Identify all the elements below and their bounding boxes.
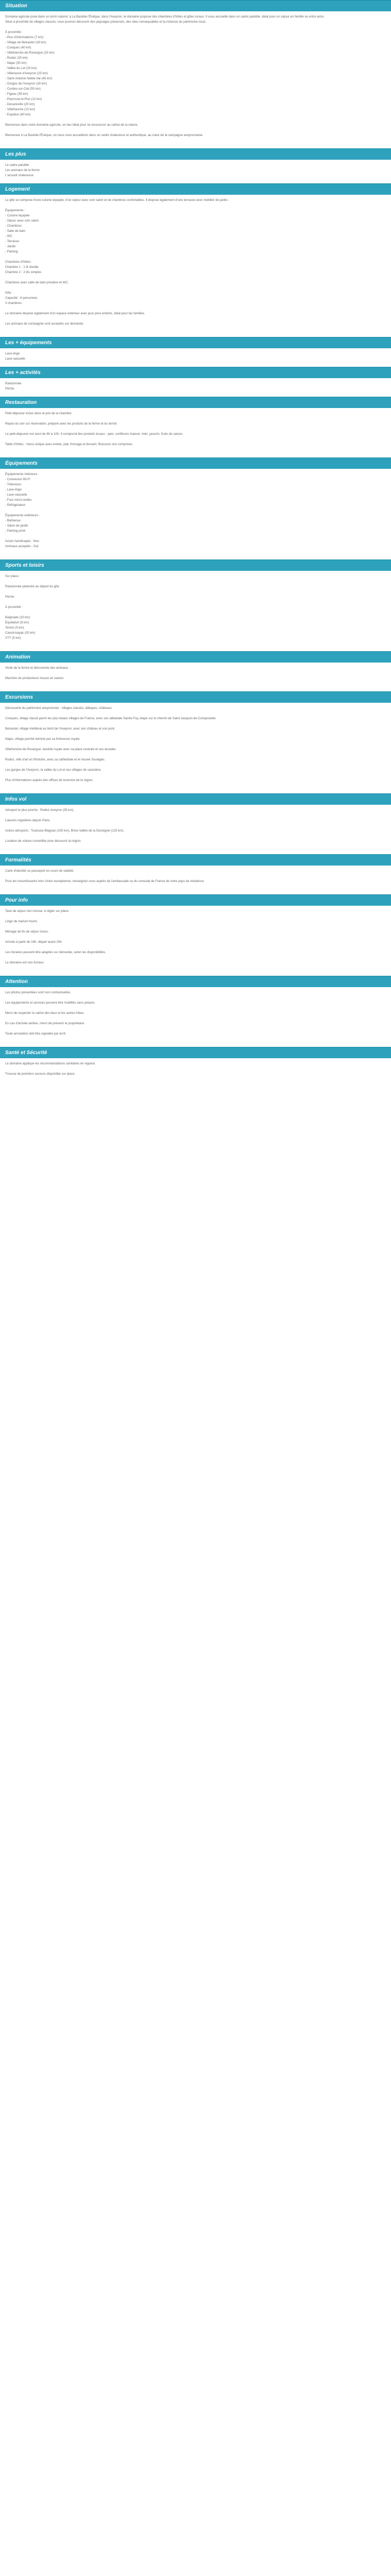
section-body	[0, 378, 391, 397]
text-line: Les horaires peuvent être adaptés sur demande, selon les disponibilités.	[5, 951, 106, 954]
section-title: Les + équipements	[0, 337, 391, 348]
text-line: - Villeneuve d'Aveyron (25 km)	[5, 72, 48, 75]
text-line: Linge de maison fourni.	[5, 920, 38, 923]
text-line: - Rodez (35 km)	[5, 56, 28, 60]
section-body	[0, 571, 391, 651]
section-body	[0, 408, 391, 457]
section-title: Attention	[0, 976, 391, 987]
text-line: Équipements :	[5, 209, 25, 212]
paragraph-gap	[5, 995, 386, 1001]
text-line: - Villefranche-de-Rouergue (15 km)	[5, 51, 55, 55]
text-line: Villefranche-de-Rouergue, bastide royale avec sa place centrale et ses arcades.	[5, 748, 117, 751]
text-line: - Lave-vaisselle	[5, 493, 27, 497]
page	[0, 0, 391, 1087]
text-line: - Villefranche (15 km)	[5, 108, 35, 111]
paragraph-gap	[5, 579, 386, 584]
text-line: - Lave-linge	[5, 488, 22, 492]
text-line: L'accueil chaleureux	[5, 174, 34, 177]
text-line: Location de voiture conseillée pour découvrir la région.	[5, 839, 82, 843]
section-title: Santé et Sécurité	[0, 1047, 391, 1058]
text-line: Le cadre paisible	[5, 163, 29, 167]
text-line: 3 chambres	[5, 301, 22, 305]
text-line: - Terrasse	[5, 240, 19, 243]
paragraph-gap	[5, 762, 386, 768]
paragraph-gap	[5, 732, 386, 737]
paragraph-gap	[5, 752, 386, 757]
paragraph-gap	[5, 914, 386, 919]
text-line: Randonnée	[5, 382, 22, 385]
paragraph-gap	[5, 255, 386, 260]
text-line: Ménage de fin de séjour inclus.	[5, 930, 49, 934]
text-line: - Four micro-ondes	[5, 498, 32, 502]
text-line: Belcastel, village médiéval au bord de l'Aveyron, avec son château et son pont.	[5, 727, 116, 731]
text-line: - Salon de jardin	[5, 524, 28, 528]
text-line: Chambres avec salle de bain privative et WC.	[5, 281, 69, 284]
paragraph-gap	[5, 437, 386, 442]
text-line: Accès handicapés : Non	[5, 539, 39, 543]
text-line: Bienvenue à La Bastide-l'Évêque, où nous vous accueillons dans un cadre chaleureux et authentique, au cœur de la campagne aveyronnaise.	[5, 133, 203, 137]
text-line: Les équipements et services peuvent être modifiés sans préavis.	[5, 1001, 95, 1005]
section-body	[0, 987, 391, 1047]
text-line: Domaine agricole posé dans un écrin naturel, à La Bastide-l'Évêque, dans l'Aveyron, le domaine propose des chambres d'hôtes et gîtes ruraux. Il vous accueille dans un cadre paisible, idéal pour un séjour en famille ou entre amis.	[5, 15, 325, 19]
paragraph-gap	[5, 945, 386, 950]
section-body	[0, 805, 391, 854]
section-restauration	[0, 397, 391, 457]
text-line: En cas d'arrivée tardive, merci de prévenir le propriétaire.	[5, 1022, 85, 1025]
text-line: Trousse de premiers secours disponible sur place.	[5, 1072, 75, 1076]
paragraph-gap	[5, 671, 386, 676]
paragraph-gap	[5, 589, 386, 595]
text-line: - Figeac (35 km)	[5, 92, 28, 96]
section-title: Équipements	[0, 457, 391, 469]
paragraph-gap	[5, 117, 386, 123]
text-line: Merci de respecter le calme des lieux et les autres hôtes.	[5, 1011, 85, 1015]
section-body	[0, 195, 391, 337]
text-line: Chambres d'hôtes :	[5, 260, 32, 264]
text-line: - Vallée du Lot (20 km)	[5, 66, 37, 70]
text-line: - Gorges de l'Aveyron (30 km)	[5, 82, 47, 86]
text-line: Équipements extérieurs :	[5, 514, 40, 517]
section-sports-et-loisirs	[0, 560, 391, 651]
text-line: Lave-vaisselle	[5, 357, 25, 361]
section-body	[0, 703, 391, 793]
text-line: - Najac (30 km)	[5, 61, 27, 65]
text-line: Le domaine applique les recommandations sanitaires en vigueur.	[5, 1062, 96, 1065]
paragraph-gap	[5, 534, 386, 539]
text-line: Les gorges de l'Aveyron, la vallée du Lot et ses villages de caractère.	[5, 768, 102, 772]
paragraph-gap	[5, 924, 386, 929]
paragraph-gap	[5, 955, 386, 960]
paragraph-gap	[5, 610, 386, 615]
paragraph-gap	[5, 773, 386, 778]
text-line: Marchés de producteurs locaux en saison.	[5, 676, 64, 680]
section-body	[0, 866, 391, 894]
text-line: Randonnée pédestre au départ du gîte	[5, 585, 59, 588]
section-pour-info	[0, 894, 391, 976]
text-line: - WC	[5, 234, 12, 238]
paragraph-gap	[5, 711, 386, 716]
paragraph-gap	[5, 1026, 386, 1031]
text-line: Plus d'informations auprès des offices de tourisme de la région.	[5, 778, 94, 782]
paragraph-gap	[5, 427, 386, 432]
text-line: Pêche	[5, 387, 14, 391]
text-line: Les animaux de compagnie sont acceptés sur demande.	[5, 322, 84, 326]
text-line: Aéroport le plus proche : Rodez-Aveyron (35 km).	[5, 808, 75, 812]
text-line: Pêche	[5, 595, 14, 599]
paragraph-gap	[5, 823, 386, 828]
section-animation	[0, 651, 391, 691]
text-line: - Saint-Antonin-Noble-Val (45 km)	[5, 77, 52, 80]
paragraph-gap	[5, 935, 386, 940]
paragraph-gap	[5, 416, 386, 421]
text-line: Lave-linge	[5, 352, 20, 355]
text-line: Repas du soir sur réservation, préparé avec les produits de la ferme et du terroir.	[5, 422, 118, 426]
section-title: Pour info	[0, 894, 391, 906]
text-line: Les animaux de la ferme	[5, 168, 40, 172]
text-line: Carte d'identité ou passeport en cours de validité.	[5, 869, 74, 873]
section-title: Les + activités	[0, 367, 391, 378]
section-body	[0, 469, 391, 560]
section-title: Sports et loisirs	[0, 560, 391, 571]
section-title: Animation	[0, 651, 391, 663]
section-situation	[0, 0, 391, 148]
text-line: Toute annulation doit être signalée par écrit.	[5, 1032, 67, 1036]
text-line: Taxe de séjour non incluse, à régler sur place.	[5, 909, 70, 913]
paragraph-gap	[5, 1016, 386, 1021]
section-les-activit-s	[0, 367, 391, 397]
text-line: - Chambres	[5, 224, 22, 228]
section-body	[0, 160, 391, 183]
text-line: - Cuisine équipée	[5, 214, 30, 217]
paragraph-gap	[5, 25, 386, 30]
text-line: Le petit-déjeuner est servi de 8h à 10h. Il comprend des produits locaux : pain, confitures maison, miel, yaourts, fruits de saison.	[5, 432, 184, 436]
text-line: Petit-déjeuner inclus dans le prix de la chambre.	[5, 412, 73, 415]
text-line: Gîte :	[5, 291, 13, 295]
text-line: - Decazeville (20 km)	[5, 103, 35, 106]
text-line: - Village de Belcastel (18 km)	[5, 41, 46, 44]
text-line: Visite de la ferme et découverte des animaux.	[5, 666, 69, 670]
section-title: Restauration	[0, 397, 391, 408]
text-line: Chambre 2 : 2 lits simples	[5, 270, 42, 274]
text-line: Le domaine est non-fumeur.	[5, 961, 44, 964]
section-title: Infos vol	[0, 793, 391, 805]
paragraph-gap	[5, 275, 386, 280]
text-line: Bienvenue dans notre domaine agricole, un lieu idéal pour se ressourcer au calme de la nature.	[5, 123, 138, 127]
text-line: - Plus d'informations (7 km)	[5, 36, 43, 39]
paragraph-gap	[5, 834, 386, 839]
text-line: - Peyrusse-le-Roc (12 km)	[5, 97, 42, 101]
text-line: Canoë-kayak (20 km)	[5, 631, 36, 635]
section-body	[0, 348, 391, 367]
text-line: Baignade (10 km)	[5, 616, 30, 619]
paragraph-gap	[5, 306, 386, 311]
text-line: - Parking	[5, 250, 18, 253]
paragraph-gap	[5, 285, 386, 291]
text-line: Rodez, ville d'art et d'histoire, avec sa cathédrale et le musée Soulages.	[5, 758, 106, 761]
text-line: Le gîte se compose d'une cuisine équipée, d'un séjour avec coin salon et de chambres confortables. Il dispose également d'une terrasse avec mobilier de jardin.	[5, 198, 229, 202]
section-sant-et-s-curit-	[0, 1047, 391, 1087]
section-title: Logement	[0, 183, 391, 195]
paragraph-gap	[5, 1006, 386, 1011]
section-les-plus	[0, 148, 391, 183]
paragraph-gap	[5, 316, 386, 321]
section--quipements	[0, 457, 391, 560]
text-line: - Espalion (60 km)	[5, 113, 31, 116]
text-line: Table d'hôtes : menu unique avec entrée, plat, fromage et dessert. Boissons non comprises.	[5, 443, 134, 446]
text-line: Autres aéroports : Toulouse-Blagnac (150 km), Brive-Vallée de la Dordogne (120 km).	[5, 829, 124, 833]
text-line: Najac, village perché dominé par sa forteresse royale.	[5, 737, 80, 741]
text-line: Chambre 1 : 1 lit double	[5, 265, 39, 269]
text-line: VTT (5 km)	[5, 636, 21, 640]
text-line: - Barbecue	[5, 519, 21, 522]
paragraph-gap	[5, 203, 386, 208]
text-line: - Parking privé	[5, 529, 26, 533]
text-line: Le domaine dispose également d'un espace extérieur avec jeux pour enfants, idéal pour les familles.	[5, 312, 145, 315]
text-line: Les photos présentées sont non contractuelles.	[5, 991, 71, 994]
text-line: Équipements intérieurs :	[5, 472, 39, 476]
text-line: Capacité : 6 personnes	[5, 296, 38, 300]
section-body	[0, 11, 391, 148]
text-line: - Télévision	[5, 483, 22, 486]
text-line: Animaux acceptés : Oui	[5, 545, 39, 548]
text-line: Découverte du patrimoine aveyronnais : villages classés, abbayes, châteaux.	[5, 706, 112, 710]
text-line: Arrivée à partir de 16h, départ avant 10h.	[5, 940, 63, 944]
paragraph-gap	[5, 721, 386, 726]
section-logement	[0, 183, 391, 337]
text-line: À proximité :	[5, 605, 23, 609]
section-title: Les plus	[0, 148, 391, 160]
paragraph-gap	[5, 874, 386, 879]
section-title: Situation	[0, 0, 391, 11]
paragraph-gap	[5, 742, 386, 747]
text-line: - Cordes-sur-Ciel (55 km)	[5, 87, 41, 91]
section-excursions	[0, 691, 391, 793]
section-body	[0, 906, 391, 976]
text-line: - Réfrigérateur	[5, 503, 26, 507]
text-line: - Conques (40 km)	[5, 46, 31, 49]
text-line: - Connexion Wi-Fi	[5, 478, 30, 481]
paragraph-gap	[5, 1066, 386, 1072]
text-line: Situé à proximité de villages classés, vous pourrez découvrir des paysages préservés, des sites remarquables et la richesse du patrimoine local.	[5, 20, 206, 24]
section-title: Excursions	[0, 691, 391, 703]
section-formalit-s	[0, 854, 391, 894]
section-les-quipements	[0, 337, 391, 367]
section-infos-vol	[0, 793, 391, 854]
paragraph-gap	[5, 508, 386, 513]
text-line: Tennis (5 km)	[5, 626, 24, 630]
text-line: Sur place :	[5, 574, 21, 578]
section-title: Formalités	[0, 854, 391, 866]
text-line: Liaisons régulières depuis Paris.	[5, 819, 51, 822]
text-line: Équitation (8 km)	[5, 621, 29, 624]
paragraph-gap	[5, 128, 386, 133]
text-line: - Séjour avec coin salon	[5, 219, 39, 223]
text-line: - Salle de bain	[5, 229, 25, 233]
text-line: À proximité :	[5, 30, 23, 34]
section-body	[0, 1058, 391, 1087]
text-line: Conques, village classé parmi les plus beaux villages de France, avec son abbatiale Sainte-Foy, étape sur le chemin de Saint-Jacques-de-Compostelle.	[5, 717, 217, 720]
text-line: - Jardin	[5, 245, 16, 248]
section-body	[0, 663, 391, 691]
paragraph-gap	[5, 813, 386, 818]
section-attention	[0, 976, 391, 1047]
paragraph-gap	[5, 600, 386, 605]
text-line: Pour les ressortissants hors Union européenne, renseignez-vous auprès de l'ambassade ou du consulat de France de votre pays de résidence.	[5, 879, 205, 883]
